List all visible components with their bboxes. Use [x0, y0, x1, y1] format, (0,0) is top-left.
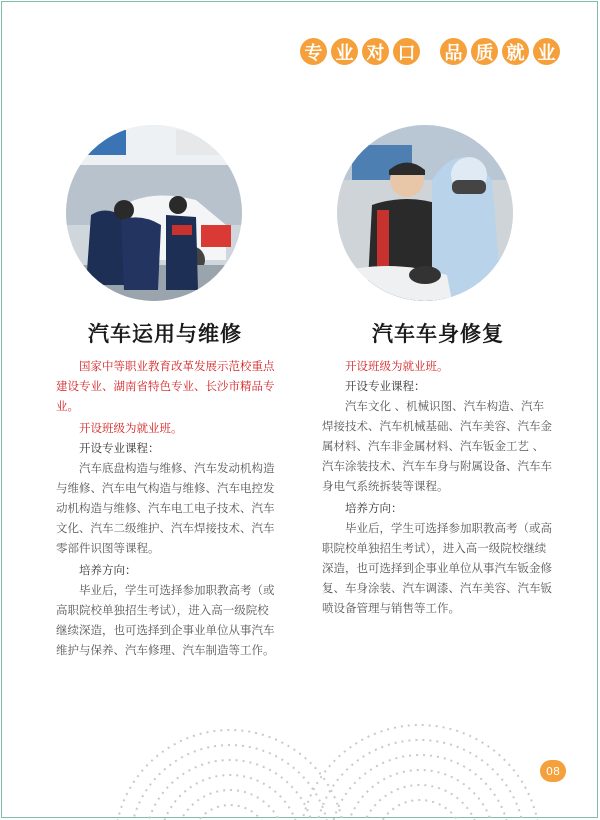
left-direction-label: 培养方向：: [79, 563, 137, 577]
slogan-char: 就: [502, 38, 529, 65]
right-courses-label: 开设专业课程：: [345, 379, 426, 393]
left-direction: 毕业后，学生可选择参加职教高考（或高职院校单独招生考试），进入高一级院校继续深造，也可选择到企事业单位从事汽车维护与保养、汽车修理、汽车制造等工作。: [56, 583, 275, 657]
students-repairing-car-photo: [66, 125, 242, 301]
slogan-char: 对: [362, 38, 389, 65]
right-description: [322, 356, 552, 618]
left-description: [56, 356, 280, 660]
decorative-dotted-arcs: [0, 695, 600, 820]
right-direction-label: 培养方向：: [345, 501, 403, 515]
left-courses-label: 开设专业课程：: [79, 441, 160, 455]
right-courses: 汽车文化 、机械识图、汽车构造、汽车焊接技术、汽车机械基础、汽车美容、汽车金属材料、汽车非金属材料、汽车钣金工艺 、汽车涂装技术、汽车车身与附属设备、汽车车身电气系统拆装等课程。: [322, 399, 552, 493]
slogan-char: 业: [533, 38, 560, 65]
page-number: 08: [540, 760, 566, 782]
slogan-char: 质: [471, 38, 498, 65]
major-title-body-repair: 汽车车身修复: [372, 321, 504, 346]
slogan-char: 专: [300, 38, 327, 65]
slogan-char: 品: [440, 38, 467, 65]
header-slogan: [300, 38, 560, 65]
slogan-char: 业: [331, 38, 358, 65]
right-class-info: 开设班级为就业班。: [345, 359, 449, 373]
major-title-auto-maintenance: 汽车运用与维修: [88, 321, 242, 346]
students-car-body-repair-photo: [337, 125, 513, 301]
left-class-info: 开设班级为就业班。: [79, 421, 183, 435]
left-intro: 国家中等职业教育改革发展示范校重点建设专业、湖南省特色专业、长沙市精品专业。: [56, 359, 275, 413]
left-courses: 汽车底盘构造与维修、汽车发动机构造与维修、汽车电气构造与维修、汽车电控发动机构造与维修、汽车电工电子技术、汽车文化、汽车二级维护、汽车焊接技术、汽车零部件识图等课程。: [56, 461, 275, 555]
right-direction: 毕业后，学生可选择参加职教高考（或高职院校单独招生考试），进入高一级院校继续深造，也可选择到企事业单位从事汽车钣金修复、车身涂装、汽车调漆、汽车美容、汽车钣喷设备管理与销售等工作。: [322, 521, 552, 615]
slogan-char: 口: [393, 38, 420, 65]
